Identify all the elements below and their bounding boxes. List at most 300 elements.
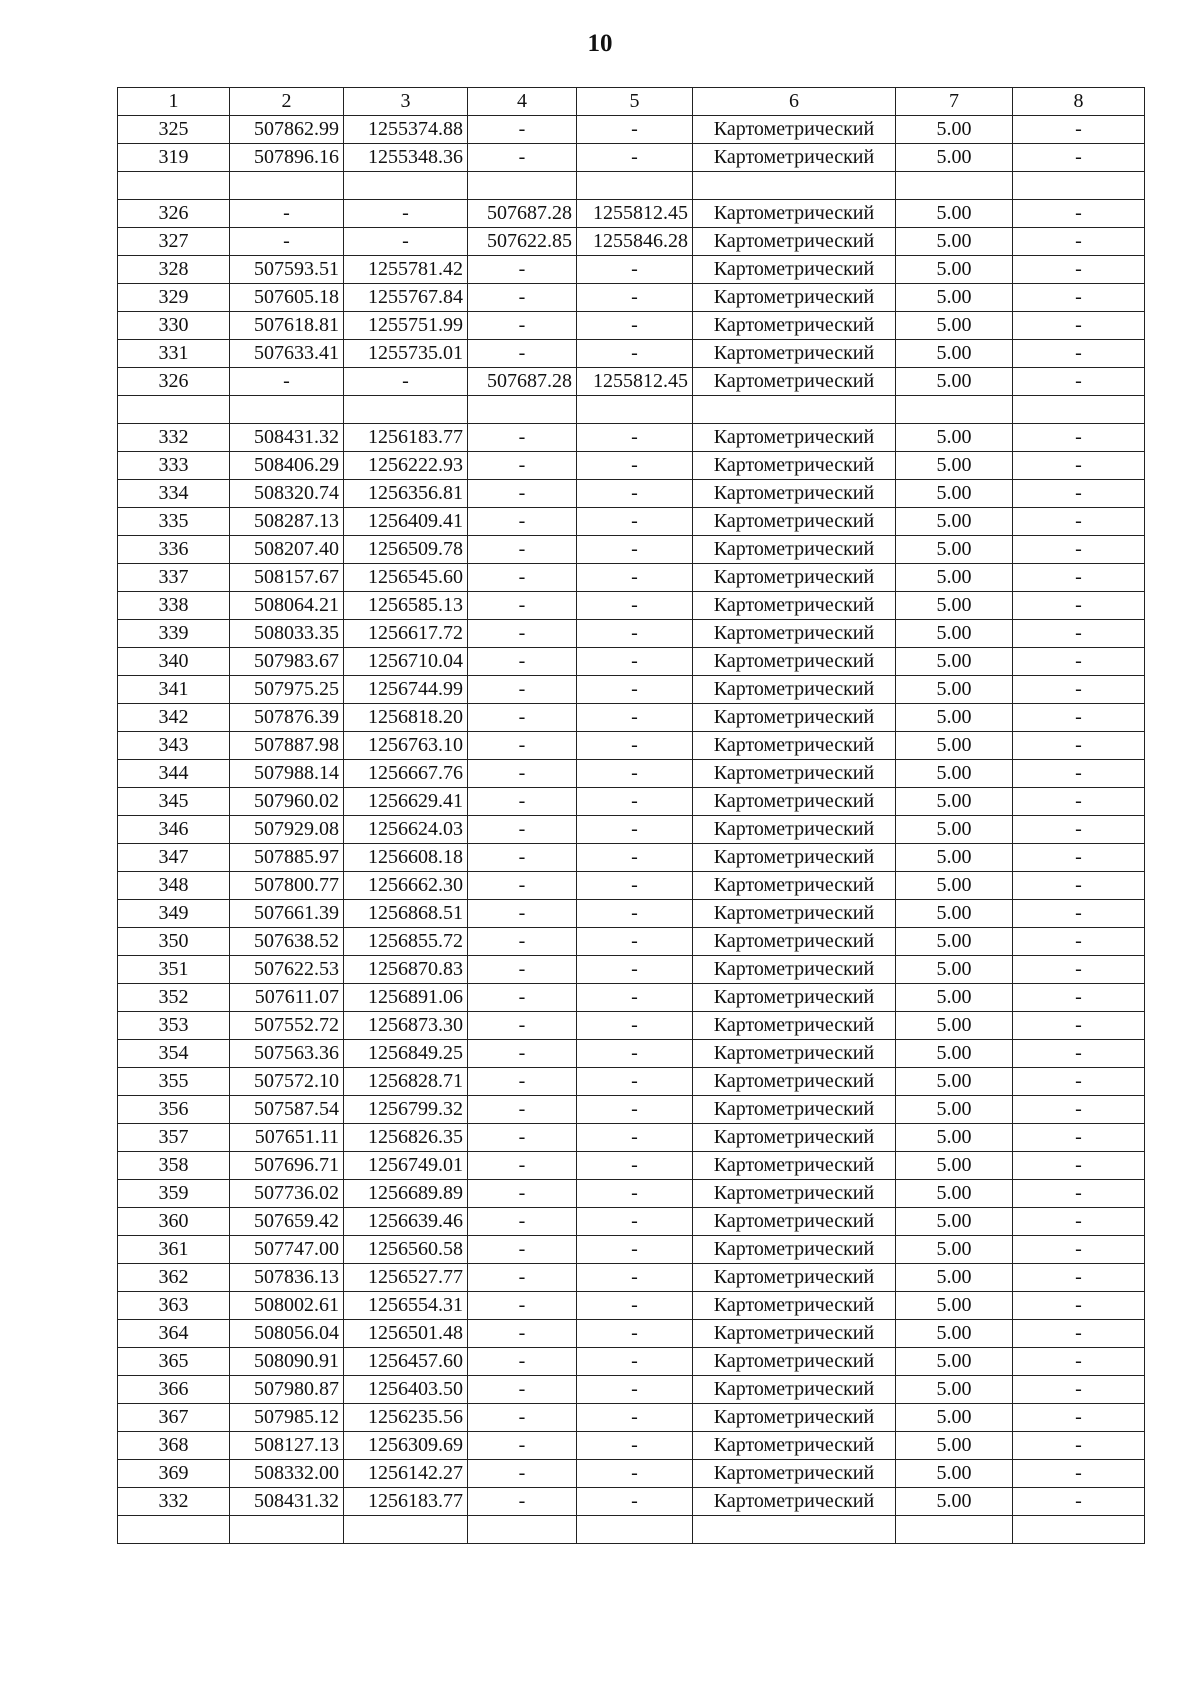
table-cell: 507929.08 <box>230 816 344 844</box>
table-cell: - <box>1013 116 1145 144</box>
table-cell: - <box>468 788 577 816</box>
table-cell: Картометрический <box>693 788 896 816</box>
table-cell: - <box>1013 676 1145 704</box>
table-cell: 348 <box>118 872 230 900</box>
table-cell: Картометрический <box>693 1124 896 1152</box>
table-cell: - <box>577 1264 693 1292</box>
table-cell <box>577 172 693 200</box>
table-cell: - <box>577 1096 693 1124</box>
table-cell: 1256689.89 <box>344 1180 468 1208</box>
table-cell: 5.00 <box>896 256 1013 284</box>
table-cell: - <box>1013 928 1145 956</box>
table-header <box>118 88 1145 116</box>
table-cell: - <box>468 844 577 872</box>
table-cell: Картометрический <box>693 816 896 844</box>
table-cell: 5.00 <box>896 592 1013 620</box>
table-cell: 1256554.31 <box>344 1292 468 1320</box>
table-cell: - <box>577 928 693 956</box>
table-cell: - <box>1013 732 1145 760</box>
table-cell: Картометрический <box>693 1488 896 1516</box>
table-cell: 507980.87 <box>230 1376 344 1404</box>
table-cell: - <box>468 480 577 508</box>
table-cell: 507611.07 <box>230 984 344 1012</box>
table-cell: - <box>468 956 577 984</box>
table-cell: - <box>468 116 577 144</box>
table-cell: 365 <box>118 1348 230 1376</box>
table-cell: - <box>1013 1012 1145 1040</box>
table-cell: - <box>577 1460 693 1488</box>
table-row <box>118 1152 1145 1180</box>
table-cell: 1256608.18 <box>344 844 468 872</box>
table-cell <box>577 396 693 424</box>
table-body <box>118 116 1145 1544</box>
table-cell: - <box>468 928 577 956</box>
table-cell: 1255812.45 <box>577 200 693 228</box>
table-cell: 1255348.36 <box>344 144 468 172</box>
table-row <box>118 1404 1145 1432</box>
table-cell: 5.00 <box>896 788 1013 816</box>
table-cell: Картометрический <box>693 480 896 508</box>
table-cell: - <box>577 1320 693 1348</box>
table-row <box>118 704 1145 732</box>
table-cell: - <box>1013 1152 1145 1180</box>
table-row <box>118 424 1145 452</box>
table-cell: 344 <box>118 760 230 788</box>
table-cell: 332 <box>118 1488 230 1516</box>
table-cell: Картометрический <box>693 452 896 480</box>
table-cell: - <box>468 1096 577 1124</box>
table-cell: 1255735.01 <box>344 340 468 368</box>
table-cell <box>1013 1516 1145 1544</box>
table-cell: 1255812.45 <box>577 368 693 396</box>
table-cell: - <box>468 900 577 928</box>
table-cell: - <box>1013 844 1145 872</box>
table-row <box>118 256 1145 284</box>
table-cell: 1255767.84 <box>344 284 468 312</box>
table-cell: 1256849.25 <box>344 1040 468 1068</box>
table-cell: 325 <box>118 116 230 144</box>
table-row <box>118 816 1145 844</box>
table-cell: - <box>344 200 468 228</box>
table-cell: - <box>468 536 577 564</box>
table-cell: 338 <box>118 592 230 620</box>
table-cell: - <box>577 312 693 340</box>
table-cell: Картометрический <box>693 200 896 228</box>
table-cell: Картометрический <box>693 872 896 900</box>
table-cell: 5.00 <box>896 1376 1013 1404</box>
table-cell: 5.00 <box>896 1068 1013 1096</box>
table-cell: - <box>1013 1488 1145 1516</box>
table-cell: - <box>468 816 577 844</box>
table-cell: Картометрический <box>693 620 896 648</box>
table-cell: - <box>577 1348 693 1376</box>
table-cell: - <box>1013 1068 1145 1096</box>
table-cell: 361 <box>118 1236 230 1264</box>
table-cell: - <box>577 1208 693 1236</box>
table-cell: 1256457.60 <box>344 1348 468 1376</box>
table-cell: 1256639.46 <box>344 1208 468 1236</box>
table-cell: - <box>1013 1096 1145 1124</box>
table-cell: 1256501.48 <box>344 1320 468 1348</box>
table-cell: 507896.16 <box>230 144 344 172</box>
table-cell: 355 <box>118 1068 230 1096</box>
table-row <box>118 508 1145 536</box>
table-cell: - <box>468 1404 577 1432</box>
table-cell: 507659.42 <box>230 1208 344 1236</box>
table-cell: - <box>468 1236 577 1264</box>
table-cell: Картометрический <box>693 844 896 872</box>
table-cell: 5.00 <box>896 676 1013 704</box>
table-cell: 1256409.41 <box>344 508 468 536</box>
table-cell <box>344 172 468 200</box>
table-cell: - <box>577 1488 693 1516</box>
table-cell: 330 <box>118 312 230 340</box>
table-cell: - <box>1013 1292 1145 1320</box>
table-cell: 5.00 <box>896 1236 1013 1264</box>
table-cell <box>577 1516 693 1544</box>
table-cell <box>230 396 344 424</box>
table-cell: 326 <box>118 368 230 396</box>
table-cell: 342 <box>118 704 230 732</box>
table-cell: 5.00 <box>896 1432 1013 1460</box>
table-row <box>118 844 1145 872</box>
table-cell: 5.00 <box>896 564 1013 592</box>
table-cell: - <box>468 452 577 480</box>
table-cell: 1256855.72 <box>344 928 468 956</box>
table-cell: 1256527.77 <box>344 1264 468 1292</box>
table-cell: - <box>1013 788 1145 816</box>
table-cell: - <box>468 648 577 676</box>
table-cell: - <box>577 1236 693 1264</box>
table-cell: 353 <box>118 1012 230 1040</box>
table-cell: - <box>1013 872 1145 900</box>
header-cell: 5 <box>577 88 693 116</box>
table-cell: 508033.35 <box>230 620 344 648</box>
table-cell: - <box>577 648 693 676</box>
table-row <box>118 1488 1145 1516</box>
table-row <box>118 536 1145 564</box>
table-cell: Картометрический <box>693 648 896 676</box>
table-cell: Картометрический <box>693 424 896 452</box>
table-cell: 331 <box>118 340 230 368</box>
table-row <box>118 228 1145 256</box>
table-cell: - <box>1013 256 1145 284</box>
table-cell: 337 <box>118 564 230 592</box>
table-cell: - <box>468 284 577 312</box>
table-cell: 357 <box>118 1124 230 1152</box>
table-cell: - <box>1013 956 1145 984</box>
table-cell: 5.00 <box>896 480 1013 508</box>
table-cell: 333 <box>118 452 230 480</box>
table-cell: - <box>1013 564 1145 592</box>
table-cell: - <box>230 200 344 228</box>
table-cell: - <box>468 1348 577 1376</box>
table-cell: 5.00 <box>896 872 1013 900</box>
table-cell <box>118 1516 230 1544</box>
table-cell: - <box>1013 620 1145 648</box>
table-cell: Картометрический <box>693 1152 896 1180</box>
table-cell: 508090.91 <box>230 1348 344 1376</box>
table-cell: 1256142.27 <box>344 1460 468 1488</box>
table-cell: - <box>1013 536 1145 564</box>
table-row <box>118 1124 1145 1152</box>
table-cell: - <box>1013 284 1145 312</box>
table-cell: 507975.25 <box>230 676 344 704</box>
table-cell: - <box>577 1404 693 1432</box>
table-cell: 508287.13 <box>230 508 344 536</box>
table-cell: Картометрический <box>693 1208 896 1236</box>
table-cell: 1256183.77 <box>344 424 468 452</box>
table-row <box>118 116 1145 144</box>
page-number: 10 <box>587 30 613 57</box>
table-row <box>118 592 1145 620</box>
table-cell: - <box>468 984 577 1012</box>
table-cell: 5.00 <box>896 340 1013 368</box>
table-row <box>118 452 1145 480</box>
table-cell: Картометрический <box>693 368 896 396</box>
table-cell: 508207.40 <box>230 536 344 564</box>
table-row <box>118 172 1145 200</box>
table-cell: - <box>468 592 577 620</box>
table-row <box>118 900 1145 928</box>
table-cell: - <box>1013 1124 1145 1152</box>
header-cell: 8 <box>1013 88 1145 116</box>
table-cell: 1256356.81 <box>344 480 468 508</box>
table-cell <box>344 1516 468 1544</box>
table-cell: Картометрический <box>693 284 896 312</box>
table-cell: 345 <box>118 788 230 816</box>
table-row <box>118 396 1145 424</box>
table-cell: 507587.54 <box>230 1096 344 1124</box>
table-cell: 508056.04 <box>230 1320 344 1348</box>
table-cell: Картометрический <box>693 732 896 760</box>
table-row <box>118 1180 1145 1208</box>
table-cell: - <box>1013 1460 1145 1488</box>
table-cell: 5.00 <box>896 1124 1013 1152</box>
table-cell: 5.00 <box>896 620 1013 648</box>
table-cell: 508157.67 <box>230 564 344 592</box>
header-row <box>118 88 1145 116</box>
table-cell: - <box>577 1152 693 1180</box>
table-row <box>118 1040 1145 1068</box>
table-cell: - <box>468 760 577 788</box>
table-cell: - <box>1013 1348 1145 1376</box>
table-cell <box>118 396 230 424</box>
table-cell: 351 <box>118 956 230 984</box>
table-cell: Картометрический <box>693 1264 896 1292</box>
table-cell: 507605.18 <box>230 284 344 312</box>
table-cell: Картометрический <box>693 956 896 984</box>
table-cell: - <box>1013 1320 1145 1348</box>
table-cell: 346 <box>118 816 230 844</box>
table-cell: 5.00 <box>896 228 1013 256</box>
table-cell: - <box>1013 228 1145 256</box>
table-cell: 1256509.78 <box>344 536 468 564</box>
table-cell: - <box>1013 1404 1145 1432</box>
table-cell: - <box>230 228 344 256</box>
table-cell: 507862.99 <box>230 116 344 144</box>
table-cell: - <box>468 1292 577 1320</box>
table-cell: 507876.39 <box>230 704 344 732</box>
table-cell <box>896 396 1013 424</box>
table-cell: - <box>230 368 344 396</box>
table-cell: - <box>577 1180 693 1208</box>
table-cell: 507622.53 <box>230 956 344 984</box>
table-cell: - <box>1013 1208 1145 1236</box>
table-cell <box>1013 396 1145 424</box>
table-cell: 1255781.42 <box>344 256 468 284</box>
table-cell: 347 <box>118 844 230 872</box>
table-cell: - <box>468 1012 577 1040</box>
table-cell: Картометрический <box>693 760 896 788</box>
table-cell: - <box>577 956 693 984</box>
table-cell: 507983.67 <box>230 648 344 676</box>
table-cell: Картометрический <box>693 1096 896 1124</box>
table-cell: 341 <box>118 676 230 704</box>
table-cell: - <box>468 508 577 536</box>
table-cell <box>693 1516 896 1544</box>
table-cell: - <box>468 732 577 760</box>
table-cell <box>344 396 468 424</box>
table-cell: - <box>577 900 693 928</box>
table-cell: Картометрический <box>693 984 896 1012</box>
table-cell: - <box>577 592 693 620</box>
table-cell: 326 <box>118 200 230 228</box>
table-cell: 363 <box>118 1292 230 1320</box>
table-cell <box>693 172 896 200</box>
table-cell: 5.00 <box>896 1488 1013 1516</box>
table-row <box>118 1432 1145 1460</box>
table-row <box>118 928 1145 956</box>
table-cell: 1256183.77 <box>344 1488 468 1516</box>
table-cell: 1256667.76 <box>344 760 468 788</box>
table-cell: - <box>577 704 693 732</box>
table-cell: 5.00 <box>896 1040 1013 1068</box>
table-cell: 508002.61 <box>230 1292 344 1320</box>
table-cell: 508431.32 <box>230 1488 344 1516</box>
table-row <box>118 872 1145 900</box>
coordinates-table <box>117 87 1145 1544</box>
table-cell: 5.00 <box>896 116 1013 144</box>
table-cell: 5.00 <box>896 956 1013 984</box>
table-cell: - <box>1013 1040 1145 1068</box>
table-cell: Картометрический <box>693 1236 896 1264</box>
table-cell: 1256624.03 <box>344 816 468 844</box>
table-cell: 5.00 <box>896 1292 1013 1320</box>
header-cell: 1 <box>118 88 230 116</box>
table-cell: - <box>1013 648 1145 676</box>
table-cell: - <box>1013 424 1145 452</box>
table-cell: 1256828.71 <box>344 1068 468 1096</box>
table-cell: 359 <box>118 1180 230 1208</box>
table-cell: 354 <box>118 1040 230 1068</box>
table-cell: 5.00 <box>896 760 1013 788</box>
table-cell: 5.00 <box>896 732 1013 760</box>
table-cell: 319 <box>118 144 230 172</box>
table-cell: - <box>1013 592 1145 620</box>
table-cell: - <box>1013 704 1145 732</box>
table-cell: 369 <box>118 1460 230 1488</box>
table-cell: Картометрический <box>693 116 896 144</box>
table-cell: 1256891.06 <box>344 984 468 1012</box>
table-cell: - <box>468 1460 577 1488</box>
table-cell: 1256799.32 <box>344 1096 468 1124</box>
table-cell: 1256309.69 <box>344 1432 468 1460</box>
table-cell: 5.00 <box>896 1096 1013 1124</box>
table-cell: - <box>577 116 693 144</box>
table-cell: 368 <box>118 1432 230 1460</box>
table-cell: - <box>577 284 693 312</box>
table-cell: 508320.74 <box>230 480 344 508</box>
table-row <box>118 1292 1145 1320</box>
table-cell: - <box>577 424 693 452</box>
table-cell <box>230 172 344 200</box>
table-cell: - <box>577 872 693 900</box>
table-cell: 5.00 <box>896 1320 1013 1348</box>
table-cell: 507633.41 <box>230 340 344 368</box>
table-cell: 332 <box>118 424 230 452</box>
table-cell: 508431.32 <box>230 424 344 452</box>
table-cell: - <box>577 1012 693 1040</box>
table-cell: - <box>468 1376 577 1404</box>
header-cell: 4 <box>468 88 577 116</box>
table-cell: 507887.98 <box>230 732 344 760</box>
table-cell: 356 <box>118 1096 230 1124</box>
table-cell: 5.00 <box>896 1460 1013 1488</box>
table-cell: Картометрический <box>693 1068 896 1096</box>
table-cell: 334 <box>118 480 230 508</box>
table-cell: - <box>1013 984 1145 1012</box>
table-cell: 507836.13 <box>230 1264 344 1292</box>
table-cell: - <box>577 760 693 788</box>
table-cell: - <box>468 1068 577 1096</box>
table-cell: 5.00 <box>896 704 1013 732</box>
table-cell <box>896 1516 1013 1544</box>
table-cell: 5.00 <box>896 144 1013 172</box>
table-cell: 5.00 <box>896 1404 1013 1432</box>
table-cell: - <box>1013 1180 1145 1208</box>
table-cell: 350 <box>118 928 230 956</box>
table-cell: - <box>468 620 577 648</box>
table-cell: Картометрический <box>693 900 896 928</box>
table-cell: 507696.71 <box>230 1152 344 1180</box>
table-cell: 328 <box>118 256 230 284</box>
header-cell: 6 <box>693 88 896 116</box>
table-cell: 1256662.30 <box>344 872 468 900</box>
table-row <box>118 676 1145 704</box>
table-cell: - <box>577 508 693 536</box>
table-cell: 5.00 <box>896 1208 1013 1236</box>
table-cell: Картометрический <box>693 508 896 536</box>
table-cell: - <box>1013 144 1145 172</box>
table-cell: Картометрический <box>693 256 896 284</box>
table-cell: 5.00 <box>896 368 1013 396</box>
table-cell: - <box>344 368 468 396</box>
table-cell: - <box>1013 1432 1145 1460</box>
table-cell: Картометрический <box>693 1404 896 1432</box>
table-cell: Картометрический <box>693 592 896 620</box>
table-cell: - <box>1013 900 1145 928</box>
table-cell: - <box>468 564 577 592</box>
table-cell: 5.00 <box>896 1012 1013 1040</box>
table-cell: 1256868.51 <box>344 900 468 928</box>
table-row <box>118 1208 1145 1236</box>
table-cell: 5.00 <box>896 200 1013 228</box>
table-row <box>118 1068 1145 1096</box>
table-cell: - <box>344 228 468 256</box>
table-cell: - <box>577 676 693 704</box>
table-cell: 5.00 <box>896 928 1013 956</box>
